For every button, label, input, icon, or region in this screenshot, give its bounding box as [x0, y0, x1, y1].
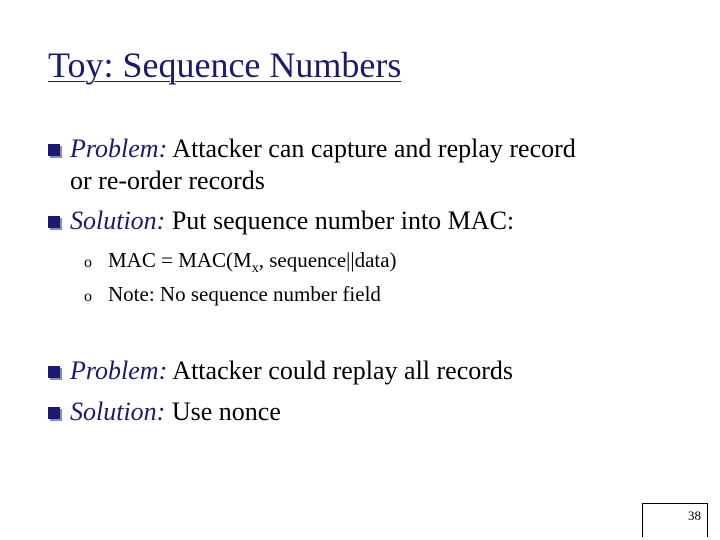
square-bullet-icon — [48, 216, 60, 228]
bullet-solution-2 — [48, 396, 281, 428]
square-bullet-icon — [48, 144, 60, 156]
bullet-text: Use nonce — [165, 397, 281, 426]
bullet-problem-2 — [48, 355, 513, 387]
bullet-solution-1 — [48, 205, 514, 237]
bullet-problem-1 — [48, 133, 576, 165]
bullet-text: Put sequence number into MAC: — [165, 206, 515, 235]
bullet-keyword: Problem: — [70, 134, 168, 163]
bullet-keyword: Solution: — [70, 397, 166, 426]
subbullet-text-prefix: MAC = MAC(M — [108, 248, 252, 272]
circle-bullet-icon: o — [84, 288, 92, 305]
slide-title: Toy: Sequence Numbers — [48, 45, 402, 85]
subscript: x — [251, 261, 259, 277]
square-bullet-icon — [48, 366, 60, 378]
square-bullet-icon — [48, 407, 60, 419]
subbullet-text: Note: No sequence number field — [108, 282, 381, 306]
circle-bullet-icon: o — [84, 254, 92, 271]
subbullet-mac — [84, 247, 397, 282]
subbullet-note — [84, 281, 381, 310]
bullet-continuation: or re-order records — [70, 166, 265, 195]
bullet-keyword: Solution: — [70, 206, 166, 235]
bullet-text: Attacker could replay all records — [167, 356, 514, 385]
subbullet-text-suffix: , sequence||data) — [258, 248, 397, 272]
bullet-text: Attacker can capture and replay record — [167, 134, 576, 163]
page-number: 38 — [642, 503, 708, 537]
bullet-keyword: Problem: — [70, 356, 168, 385]
